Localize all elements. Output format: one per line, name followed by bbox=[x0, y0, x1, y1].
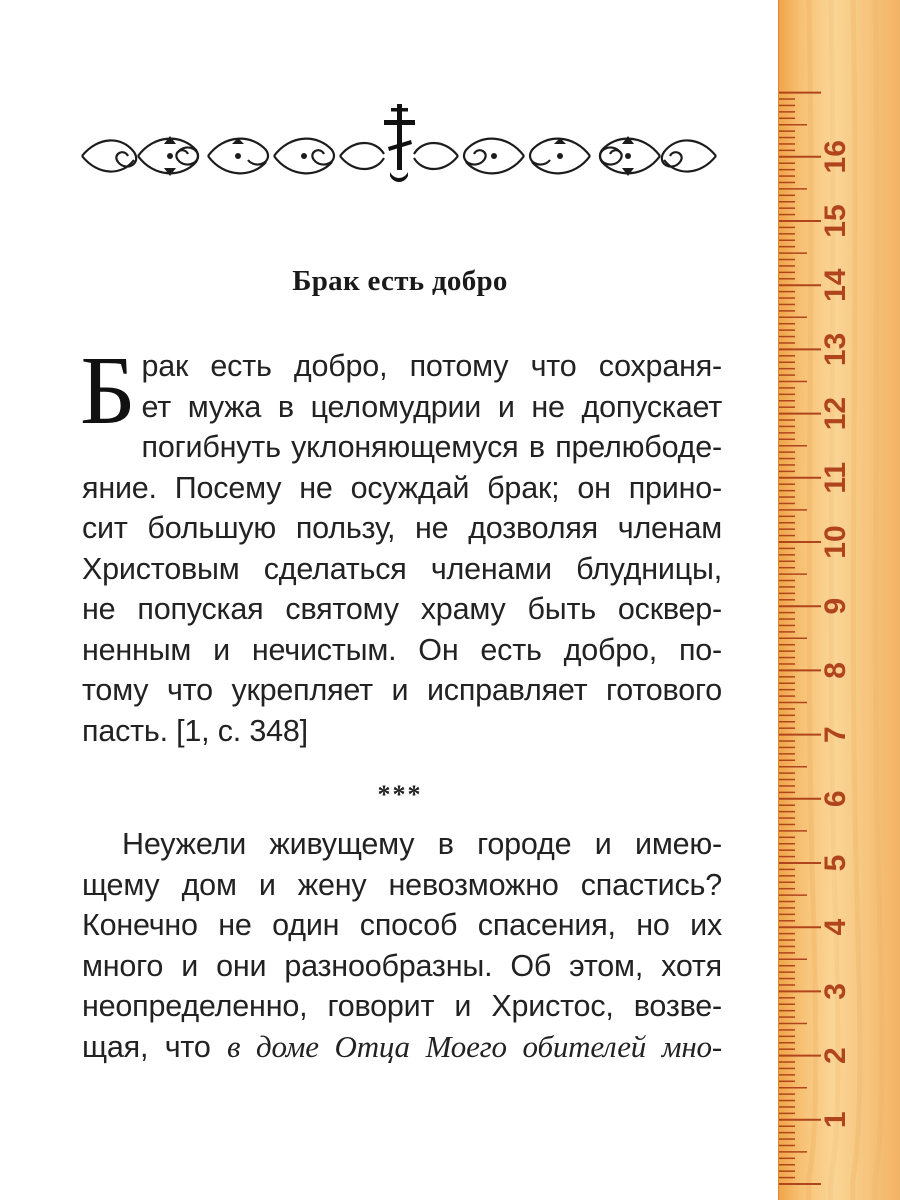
text-line: щему дом и жену невозможно спастись? bbox=[82, 867, 722, 902]
ruler-label: 10 bbox=[819, 525, 852, 559]
section-separator: *** bbox=[377, 780, 423, 809]
paragraph-2 bbox=[82, 824, 722, 1067]
text-line: Неужели живущему в городе и имею- bbox=[122, 827, 722, 861]
drop-cap: Б bbox=[80, 337, 136, 444]
ruler-label: 14 bbox=[819, 268, 852, 302]
text-line: рак есть добро, потому что сохраня- bbox=[141, 349, 722, 383]
ruler-label: 8 bbox=[819, 662, 852, 679]
text-line: неопределенно, говорит и Христос, возве- bbox=[82, 989, 722, 1023]
text-line: много и они разнообразны. Об этом, хотя bbox=[82, 948, 722, 983]
text-italic: в доме Отца Моего обителей мно- bbox=[227, 1028, 722, 1064]
text-line: тому что укрепляет и исправляет готового bbox=[82, 673, 722, 707]
ruler-label: 15 bbox=[819, 204, 852, 238]
ruler-label: 9 bbox=[819, 597, 852, 615]
ruler-label: 16 bbox=[819, 140, 852, 174]
text-line: пасть. [1, с. 348] bbox=[82, 713, 308, 748]
wood-grain bbox=[875, 0, 882, 1200]
text-line: ненным и нечистым. Он есть добро, по- bbox=[82, 632, 722, 667]
text-line: погибнуть уклоняющемуся в прелюбоде- bbox=[141, 430, 722, 464]
ruler bbox=[778, 0, 900, 1200]
ruler-label: 13 bbox=[819, 332, 852, 367]
paragraph-1 bbox=[80, 337, 722, 751]
ruler-label: 3 bbox=[819, 983, 852, 1000]
text-line bbox=[82, 1027, 722, 1068]
ruler-label: 5 bbox=[819, 854, 852, 872]
text-line: Конечно не один способ спасения, но их bbox=[82, 908, 722, 942]
ruler-label: 4 bbox=[819, 918, 852, 936]
text-line: яние. Посему не осуждай брак; он прино- bbox=[82, 470, 722, 505]
text-line: Христовым сделаться членами блудницы, bbox=[82, 551, 722, 586]
text-plain: щая, что bbox=[82, 1029, 228, 1064]
ruler-label: 1 bbox=[819, 1111, 852, 1129]
ruler-label: 6 bbox=[819, 790, 852, 808]
text-line: ет мужа в целомудрии и не допускает bbox=[141, 389, 722, 424]
page-title: Брак есть добро bbox=[292, 265, 508, 297]
ruler-label: 11 bbox=[819, 461, 852, 494]
ruler-scale bbox=[779, 0, 900, 1200]
ornament-header bbox=[78, 100, 720, 190]
text-line: сит большую пользу, не дозволяя членам bbox=[82, 511, 722, 545]
text-line: не попуская святому храму быть осквер- bbox=[82, 592, 722, 626]
orthodox-cross-icon bbox=[384, 104, 415, 182]
ruler-label: 7 bbox=[819, 726, 852, 743]
ruler-label: 2 bbox=[819, 1047, 852, 1064]
wood-grain bbox=[853, 0, 860, 1200]
wood-grain bbox=[809, 0, 816, 1200]
ruler-label: 12 bbox=[819, 396, 852, 431]
